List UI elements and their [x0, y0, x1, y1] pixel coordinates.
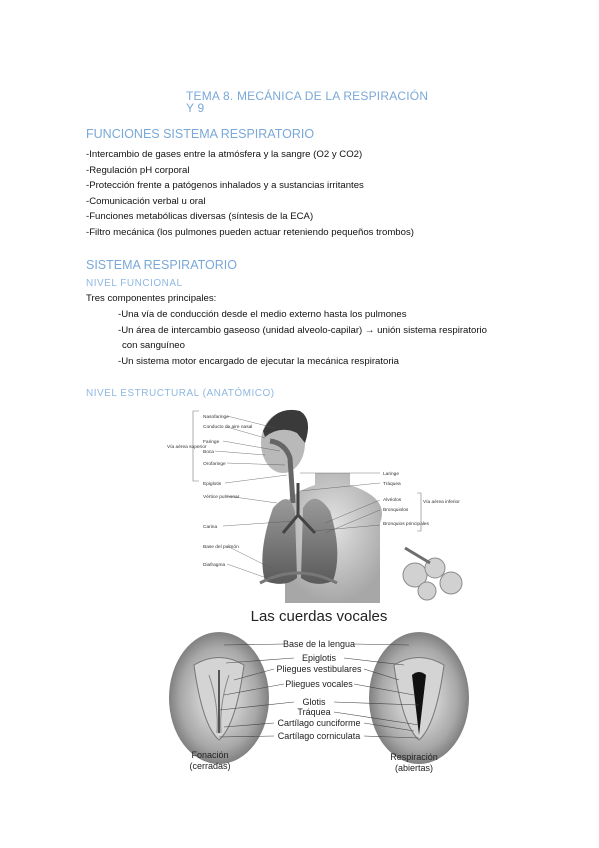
list-item: -Una vía de conducción desde el medio externo hasta los pulmones [118, 309, 407, 320]
caption-cerradas: (cerradas) [189, 761, 231, 771]
label-bronquiolos: Bronquiolos [383, 508, 409, 513]
list-item: -Protección frente a patógenos inhalados y a sustancias irritantes [86, 180, 364, 191]
label-epiglotis: Epiglotis [301, 653, 337, 663]
intro-text: Tres componentes principales: [86, 293, 217, 304]
label-laringe: Laringe [383, 472, 400, 477]
list-item: -Funciones metabólicas diversas (síntesis de la ECA) [86, 211, 314, 222]
label-base-pulmon: Base del pulmón [203, 545, 239, 550]
label-alveolos: Alvéolos [383, 498, 402, 503]
label-via-aerea-superior: Vía aérea superior [167, 445, 207, 450]
title-line-1: TEMA 8. MECÁNICA DE LA RESPIRACIÓN [186, 89, 429, 103]
vocal-cords-figure [164, 605, 474, 787]
label-carina: Carina [203, 525, 218, 530]
label-traquea: Tráquea [383, 482, 401, 487]
vocal-labels [276, 639, 362, 741]
caption-abiertas: (abiertas) [394, 763, 434, 773]
list-item: -Un sistema motor encargado de ejecutar la mecánica respiratoria [118, 356, 400, 367]
label-cartilago-corniculata: Cartílago corniculata [277, 731, 361, 741]
subheading-nivel-funcional: NIVEL FUNCIONAL [86, 278, 183, 289]
alveoli-inset [403, 548, 462, 600]
label-glotis: Glotis [302, 697, 326, 707]
label-bronquios-principales: Bronquios principales [383, 522, 429, 527]
label-base-lengua: Base de la lengua [282, 639, 356, 649]
label-orofaringe: Orofaringe [203, 462, 226, 467]
label-traquea: Tráquea [297, 707, 331, 717]
vocal-title: Las cuerdas vocales [250, 608, 388, 625]
left-labels [167, 411, 252, 568]
label-pliegues-vestibulares: Pliegues vestibulares [276, 664, 362, 674]
label-faringe: Faringe [203, 440, 220, 445]
respiratory-anatomy-figure [165, 403, 473, 603]
label-conducto-aire-nasal: Conducto de aire nasal [203, 425, 253, 430]
title-line-2: Y 9 [186, 101, 205, 115]
label-vertice-pulmonar: Vértice pulmonar [203, 495, 240, 500]
section-heading-sistema: SISTEMA RESPIRATORIO [86, 258, 237, 272]
left-lung-shape [262, 499, 297, 584]
phonation-image [169, 632, 269, 764]
label-pliegues-vocales: Pliegues vocales [285, 679, 353, 689]
label-boca: Boca [203, 450, 214, 455]
list-item: -Intercambio de gases entre la atmósfera y la sangre (O2 y CO2) [86, 149, 363, 160]
list-item: -Regulación pH corporal [86, 165, 190, 176]
list-item-continuation: con sanguíneo [122, 340, 185, 351]
label-nasofaringe: Nasofaringe [203, 415, 229, 420]
list-item: -Filtro mecánica (los pulmones pueden actuar reteniendo pequeños trombos) [86, 227, 414, 238]
label-via-aerea-inferior: Vía aérea inferior [423, 500, 460, 505]
section-heading-funciones: FUNCIONES SISTEMA RESPIRATORIO [86, 127, 315, 141]
label-cartilago-cunciforme: Cartílago cunciforme [277, 718, 361, 728]
list-item: -Comunicación verbal u oral [86, 196, 206, 207]
caption-fonacion: Fonación [191, 750, 229, 760]
respiration-image [369, 632, 469, 764]
list-item: -Un área de intercambio gaseoso (unidad alveolo-capilar) → unión sistema respiratorio [118, 325, 488, 336]
subheading-nivel-estructural: NIVEL ESTRUCTURAL (ANATÓMICO) [86, 388, 275, 399]
caption-respiracion: Respiración [390, 752, 438, 762]
right-labels [383, 471, 460, 531]
label-epiglotis: Epiglotis [203, 482, 222, 487]
label-diafragma: Diafragma [203, 563, 226, 568]
